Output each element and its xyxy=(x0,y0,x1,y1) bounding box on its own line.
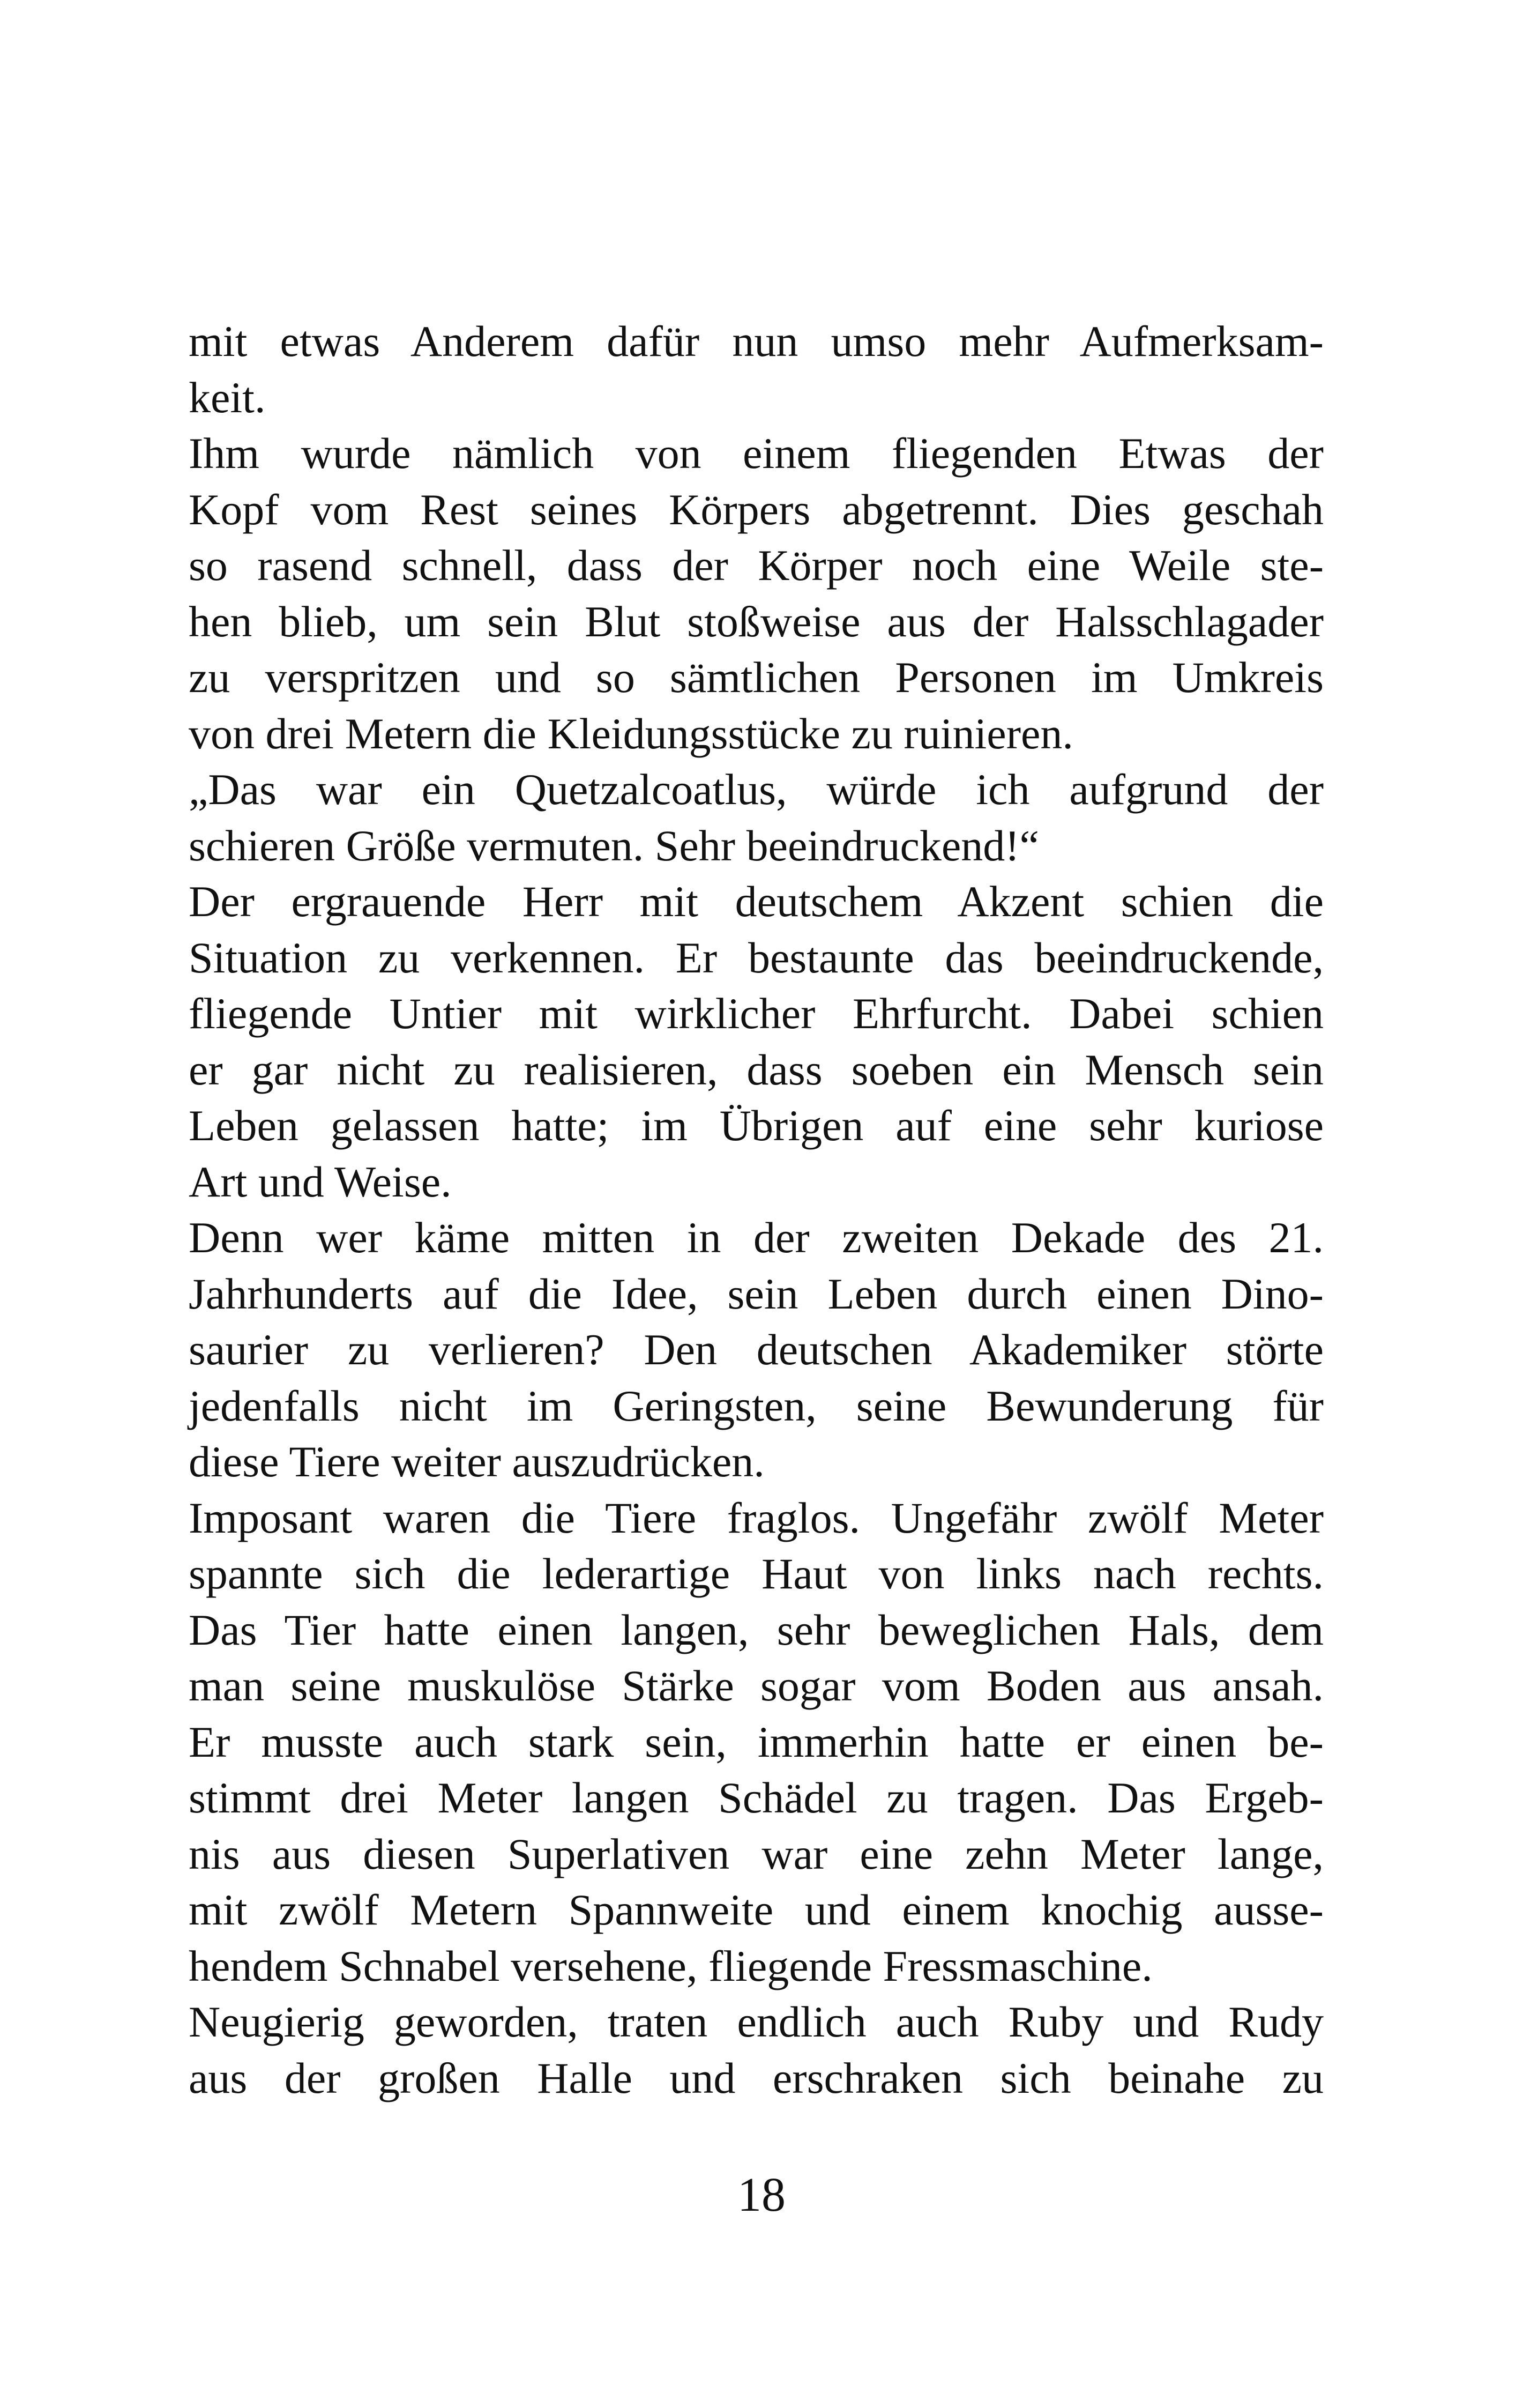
page-number: 18 xyxy=(737,2168,786,2221)
text-line: von drei Metern die Kleidungsstücke zu ruinieren. xyxy=(189,709,1073,758)
text-line: Kopf vom Rest seines Körpers abgetrennt. Dies geschah xyxy=(189,485,1324,534)
text-line: man seine muskulöse Stärke sogar vom Boden aus ansah. xyxy=(189,1661,1324,1710)
text-line: Er musste auch stark sein, immerhin hatte er einen be- xyxy=(189,1717,1324,1766)
text-line: Das Tier hatte einen langen, sehr beweglichen Hals, dem xyxy=(189,1605,1324,1654)
text-line: „Das war ein Quetzalcoatlus, würde ich aufgrund der xyxy=(189,765,1324,814)
text-line: stimmt drei Meter langen Schädel zu tragen. Das Ergeb- xyxy=(189,1773,1324,1822)
text-line: zu verspritzen und so sämtlichen Personen im Umkreis xyxy=(189,653,1324,702)
text-line: Der ergrauende Herr mit deutschem Akzent schien die xyxy=(189,877,1324,926)
text-line: Imposant waren die Tiere fraglos. Ungefähr zwölf Meter xyxy=(189,1493,1324,1542)
text-line: Jahrhunderts auf die Idee, sein Leben durch einen Dino- xyxy=(189,1269,1324,1318)
text-line: Art und Weise. xyxy=(189,1157,452,1206)
text-line: jedenfalls nicht im Geringsten, seine Bewunderung für xyxy=(189,1381,1324,1430)
text-line: aus der großen Halle und erschraken sich beinahe zu xyxy=(189,2053,1324,2102)
text-line: mit etwas Anderem dafür nun umso mehr Aufmerksam- xyxy=(189,317,1324,366)
text-line: Ihm wurde nämlich von einem fliegenden Etwas der xyxy=(189,429,1324,478)
text-line: er gar nicht zu realisieren, dass soeben ein Mensch sein xyxy=(189,1045,1324,1094)
text-line: Denn wer käme mitten in der zweiten Dekade des 21. xyxy=(189,1213,1324,1262)
body-text xyxy=(189,314,1324,2106)
text-line: Neugierig geworden, traten endlich auch Ruby und Rudy xyxy=(189,1997,1324,2046)
text-line: mit zwölf Metern Spannweite und einem knochig ausse- xyxy=(189,1885,1324,1934)
text-line: fliegende Untier mit wirklicher Ehrfurcht. Dabei schien xyxy=(189,989,1324,1038)
text-line: saurier zu verlieren? Den deutschen Akademiker störte xyxy=(189,1325,1324,1374)
text-line: so rasend schnell, dass der Körper noch eine Weile ste- xyxy=(189,541,1324,590)
text-line: keit. xyxy=(189,373,266,422)
text-line: spannte sich die lederartige Haut von links nach rechts. xyxy=(189,1549,1324,1598)
text-line: Situation zu verkennen. Er bestaunte das beeindruckende, xyxy=(189,933,1324,982)
text-line: nis aus diesen Superlativen war eine zehn Meter lange, xyxy=(189,1829,1324,1878)
text-line: hen blieb, um sein Blut stoßweise aus der Halsschlagader xyxy=(189,597,1324,646)
text-line: schieren Größe vermuten. Sehr beeindruckend!“ xyxy=(189,821,1039,870)
text-line: Leben gelassen hatte; im Übrigen auf eine sehr kuriose xyxy=(189,1101,1324,1150)
text-line: hendem Schnabel versehene, fliegende Fressmaschine. xyxy=(189,1941,1153,1990)
text-line: diese Tiere weiter auszudrücken. xyxy=(189,1437,765,1486)
